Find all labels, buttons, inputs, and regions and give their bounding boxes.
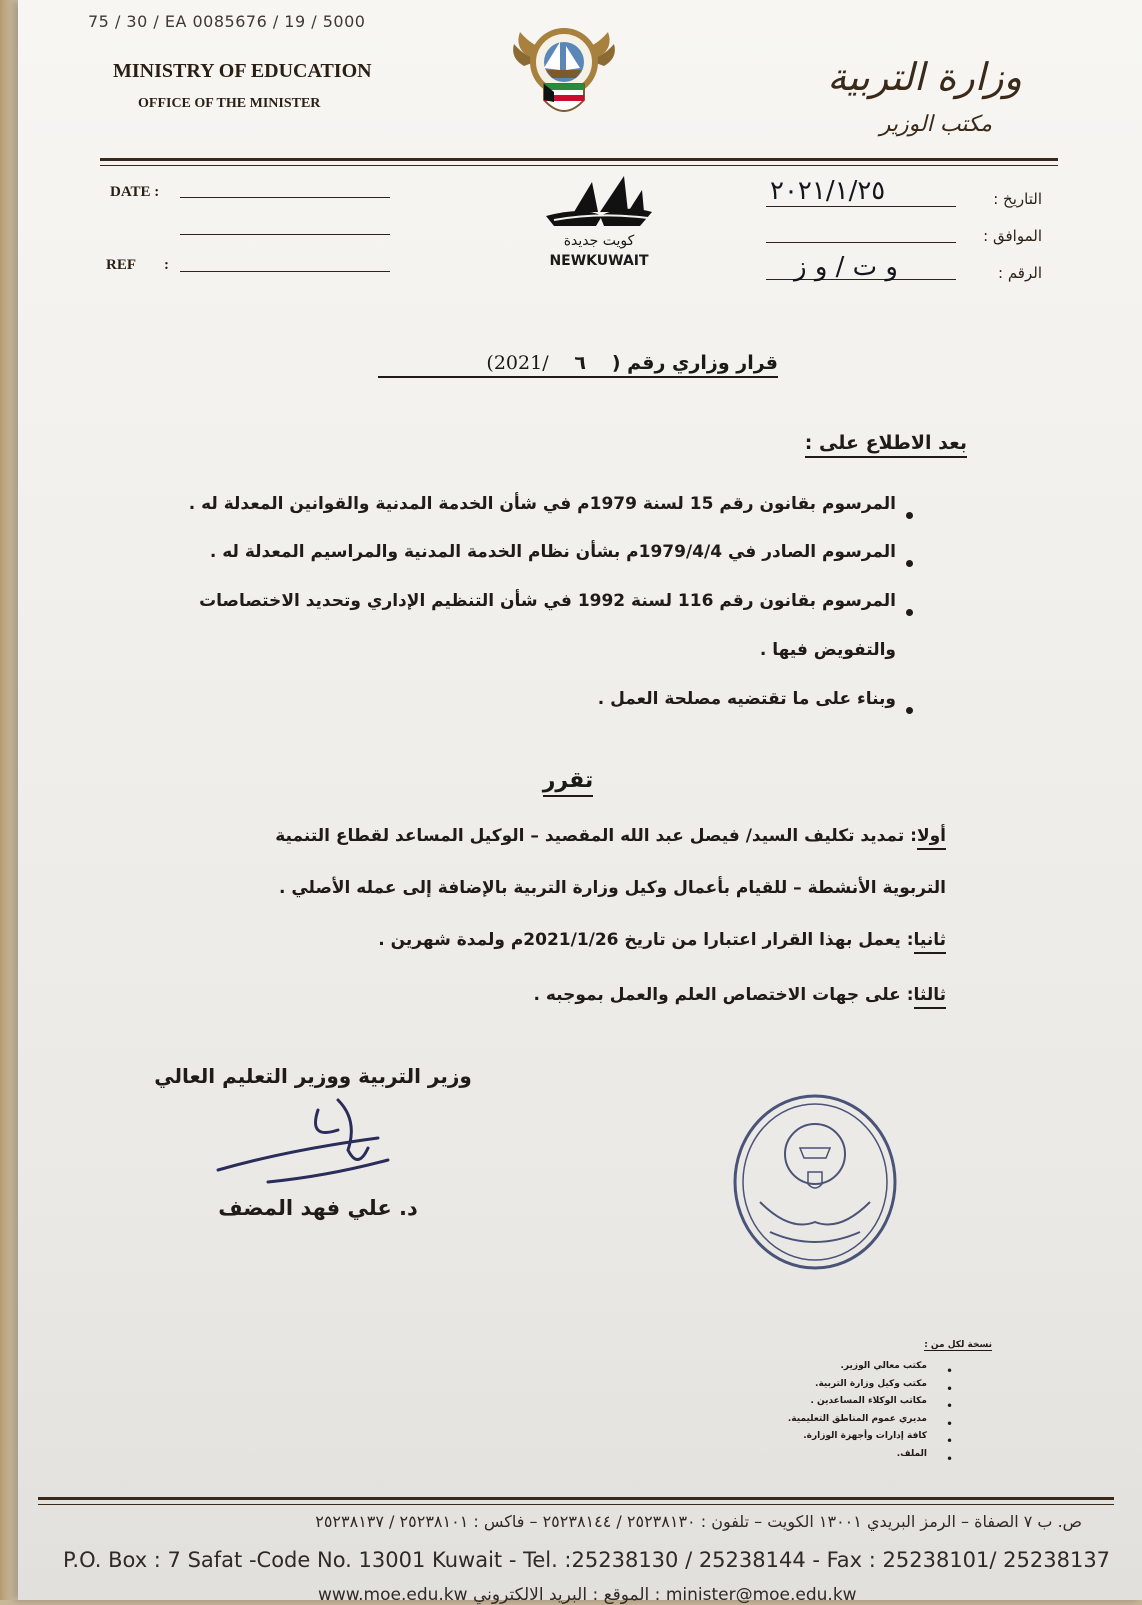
date-value-handwritten: ٢٠٢١/١/٢٥: [770, 176, 886, 206]
article-1-text: : تمديد تكليف السيد/ فيصل عبد الله المقصيد – الوكيل المساعد لقطاع التنمية: [275, 826, 917, 846]
new-kuwait-logo-icon: [544, 176, 654, 232]
signature-icon: [208, 1090, 428, 1200]
article-1: [275, 826, 946, 846]
bullet-4: [906, 707, 913, 714]
footer-address-en: P.O. Box : 7 Safat -Code No. 13001 Kuwait - Tel. :25238130 / 25238144 - Fax : 25238101/ 25238137: [63, 1548, 1111, 1572]
date-line-ar: [766, 206, 956, 207]
ref-line-en: [180, 271, 390, 272]
serial-number: 75 / 30 / EA 0085676 / 19 / 5000: [88, 12, 366, 31]
copies-heading: نسخة لكل من :: [924, 1340, 992, 1350]
date-line-en-2: [180, 234, 390, 235]
copies-item: كافة إدارات وأجهزة الوزارة.: [803, 1431, 927, 1441]
official-stamp-icon: [730, 1092, 900, 1272]
resolves-heading: تقرر: [498, 768, 638, 793]
footer-divider-thin: [38, 1504, 1114, 1505]
decision-number: ٦: [574, 352, 587, 374]
ref-label-en: REF: [106, 257, 136, 273]
footer-divider: [38, 1497, 1114, 1500]
copies-list: [788, 1358, 927, 1463]
footer-web[interactable]: www.moe.edu.kw: [318, 1585, 468, 1605]
bullet-3: [906, 609, 913, 616]
office-name-ar: مكتب الوزير: [879, 112, 992, 137]
kuwait-emblem-icon: [510, 18, 618, 134]
copies-item: مديري عموم المناطق التعليمية.: [787, 1413, 927, 1424]
date-label-en: DATE :: [110, 184, 160, 200]
copies-item: مكتب معالي الوزير.: [840, 1361, 927, 1371]
minister-name: د. علي فهد المضف: [218, 1196, 418, 1220]
footer-web-label: الموقع :: [592, 1585, 650, 1605]
date-label-ar: التاريخ :: [993, 190, 1042, 208]
copies-bullets: • • • • • •: [946, 1364, 954, 1466]
number-label-ar: الرقم :: [998, 264, 1042, 282]
bullet-2: [906, 560, 913, 567]
new-kuwait-en: NEWKUWAIT: [549, 253, 649, 269]
copies-item: مكاتب الوكلاء المساعدين .: [810, 1396, 927, 1406]
office-name-en: OFFICE OF THE MINISTER: [138, 96, 321, 111]
preamble-item-3: المرسوم بقانون رقم 116 لسنة 1992 في شأن التنظيم الإداري وتحديد الاختصاصات: [199, 591, 896, 611]
article-2-label: ثانيا: [914, 930, 946, 954]
copies-item: مكتب وكيل وزارة التربية.: [815, 1378, 927, 1389]
minister-title: وزير التربية ووزير التعليم العالي: [154, 1064, 472, 1088]
corresponding-label-ar: الموافق :: [983, 227, 1042, 245]
article-3-text: : على جهات الاختصاص العلم والعمل بموجبه .: [533, 985, 914, 1005]
preamble-heading: بعد الاطلاع على :: [805, 432, 967, 454]
header-divider-thin: [100, 165, 1058, 166]
footer-address-ar: ص. ب ٧ الصفاة – الرمز البريدي ١٣٠٠١ الكويت – تلفون : ٢٥٢٣٨١٣٠ / ٢٥٢٣٨١٤٤ – فاكس : ٢٥٢٣٨١٠١ / ٢٥٢٣٨١٣٧: [315, 1512, 1082, 1531]
preamble-item-4: وبناء على ما تقتضيه مصلحة العمل .: [597, 689, 896, 709]
ministry-name-en: MINISTRY OF EDUCATION: [113, 60, 372, 82]
ref-colon: :: [164, 257, 169, 273]
article-1-label: أولا: [917, 826, 946, 850]
preamble-item-3-cont: والتفويض فيها .: [759, 640, 896, 660]
ministry-name-ar: وزارة التربية: [827, 55, 1022, 99]
copies-item: الملف.: [896, 1448, 927, 1459]
corresponding-line-ar: [766, 242, 956, 243]
article-2: [378, 930, 946, 950]
preamble-item-2: المرسوم الصادر في 1979/4/4م بشأن نظام الخدمة المدنية والمراسيم المعدلة له .: [209, 542, 896, 562]
header-divider: [100, 158, 1058, 161]
article-1-cont: التربوية الأنشطة – للقيام بأعمال وكيل وزارة التربية بالإضافة إلى عمله الأصلي .: [278, 878, 946, 898]
decision-title-text: قرار وزاري رقم (: [611, 352, 778, 374]
preamble-item-1: المرسوم بقانون رقم 15 لسنة 1979م في شأن الخدمة المدنية والقوانين المعدلة له .: [188, 494, 896, 514]
article-3-label: ثالثا: [914, 985, 946, 1009]
footer-web-email: [318, 1585, 857, 1605]
article-3: [533, 985, 946, 1005]
document-page: [18, 0, 1142, 1605]
decision-title: [378, 352, 778, 378]
date-line-en: [180, 197, 390, 198]
article-2-text: : يعمل بهذا القرار اعتبارا من تاريخ 2021/1/26م ولمدة شهرين .: [378, 930, 914, 950]
footer-email-label: البريد الالكتروني :: [472, 1585, 661, 1605]
decision-year: /2021): [486, 352, 549, 374]
new-kuwait-ar: كويت جديدة: [563, 233, 635, 249]
bullet-1: [906, 512, 913, 519]
number-value-handwritten: و ت / و ز: [794, 252, 898, 282]
footer-email[interactable]: minister@moe.edu.kw: [665, 1585, 857, 1605]
